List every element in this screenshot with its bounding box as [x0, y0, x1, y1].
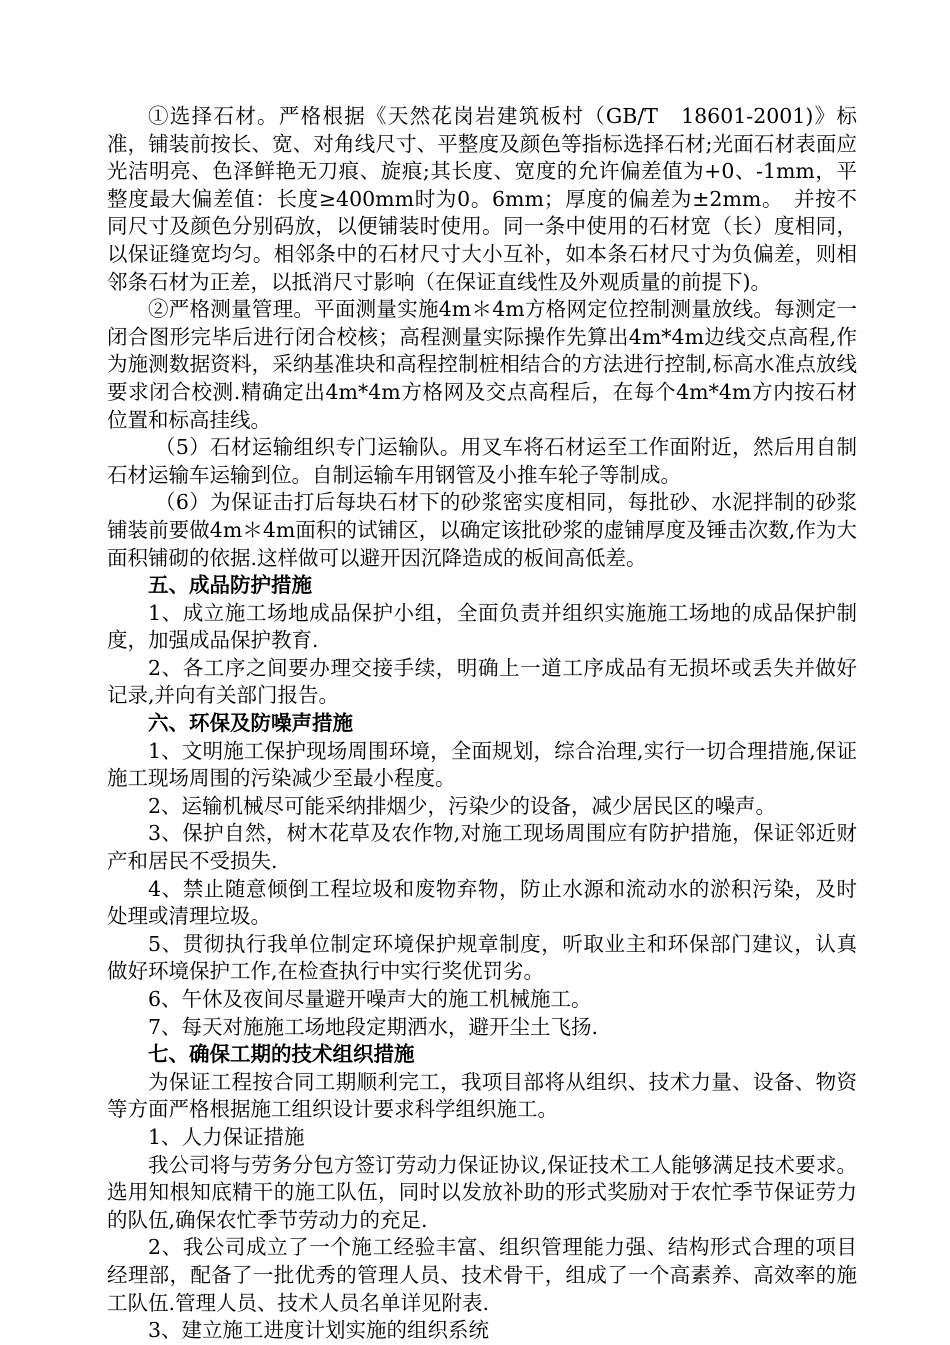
document-page: [107, 103, 857, 1345]
list-item: 2、运输机械尽可能采纳排烟少，污染少的设备，减少居民区的噪声。: [148, 793, 777, 818]
list-item: 1、人力保证措施: [148, 1124, 305, 1149]
list-item: 3、保护自然，树木花草及农作物,对施工现场周围应有防护措施，保证邻近财产和居民不受损失.: [107, 821, 857, 874]
list-item: 3、建立施工进度计划实施的组织系统: [148, 1318, 490, 1343]
list-item: 6、午休及夜间尽量避开噪声大的施工机械施工。: [148, 987, 592, 1011]
list-item: 4、禁止随意倾倒工程垃圾和废物弃物，防止水源和流动水的淤积污染，及时处理或清理垃圾。: [107, 876, 857, 929]
paragraph-mortar-trial: （6）为保证击打后每块石材下的砂浆密实度相同，每批砂、水泥拌制的砂浆铺装前要做4m＊4m面积的试铺区，以确定该批砂浆的虚铺厚度及锤击次数,作为大面积铺砌的依据.这样做可以避开因沉降造成的板间高低差。: [107, 490, 857, 570]
list-item: 2、各工序之间要办理交接手续，明确上一道工序成品有无损坏或丢失并做好记录,并向有关部门报告。: [107, 655, 857, 708]
section-heading-environment-noise: 六、环保及防噪声措施: [148, 711, 353, 736]
section-heading-schedule-measures: 七、确保工期的技术组织措施: [148, 1042, 415, 1067]
list-item: 1、文明施工保护现场周围环境，全面规划，综合治理,实行一切合理措施,保证施工现场周围的污染减少至最小程度。: [107, 738, 857, 791]
paragraph-labor-agreement: 我公司将与劳务分包方签订劳动力保证协议,保证技术工人能够满足技术要求。选用知根知底精干的施工队伍，同时以发放补助的形式奖励对于农忙季节保证劳力的队伍,确保农忙季节劳动力的充足.: [107, 1152, 857, 1232]
paragraph-survey-management: ②严格测量管理。平面测量实施4m＊4m方格网定位控制测量放线。每测定一闭合图形完毕后进行闭合校核；高程测量实际操作先算出4m*4m边线交点高程,作为施测数据资料，采纳基准块和高程控制桩相结合的方法进行控制,标高水准点放线要求闭合校测.精确定出4m*4m方格网及交点高程后，在每个4m*4m方内按石材位置和标高挂线。: [107, 297, 857, 432]
section-heading-product-protection: 五、成品防护措施: [148, 573, 312, 598]
paragraph-stone-transport: （5）石材运输组织专门运输队。用叉车将石材运至工作面附近，然后用自制石材运输车运输到位。自制运输车用钢管及小推车轮子等制成。: [107, 435, 857, 487]
list-item: 7、每天对施施工场地段定期洒水，避开尘土飞扬.: [148, 1014, 599, 1039]
list-item: 1、成立施工场地成品保护小组，全面负责并组织实施施工场地的成品保护制度，加强成品保护教育.: [107, 600, 857, 653]
paragraph-stone-selection: ①选择石材。严格根据《天然花岗岩建筑板村（GB/T 18601-2001)》标准，铺装前按长、宽、对角线尺寸、平整度及颜色等指标选择石材;光面石材表面应光洁明亮、色泽鲜艳无刀痕、旋痕;其长度、宽度的允许偏差值为+0、-1mm，平整度最大偏差值：长度≥400mm时为0。6mm；厚度的偏差为±2mm。 并按不同尺寸及颜色分别码放，以便铺装时使用。同一条中使用的石材宽（长）度相同，以保证缝宽均匀。相邻条中的石材尺寸大小互补，如本条石材尺寸为负偏差，则相邻条石材为正差，以抵消尺寸影响（在保证直线性及外观质量的前提下)。: [107, 104, 857, 294]
list-item: 2、我公司成立了一个施工经验丰富、组织管理能力强、结构形式合理的项目经理部，配备了一批优秀的管理人员、技术骨干，组成了一个高素养、高效率的施工队伍.管理人员、技术人员名单详见附表.: [107, 1235, 857, 1315]
paragraph-schedule-intro: 为保证工程按合同工期顺利完工，我项目部将从组织、技术力量、设备、物资等方面严格根据施工组织设计要求科学组织施工。: [107, 1069, 857, 1122]
list-item: 5、贯彻执行我单位制定环境保护规章制度，听取业主和环保部门建议，认真做好环境保护工作,在检查执行中实行奖优罚劣。: [107, 931, 857, 984]
